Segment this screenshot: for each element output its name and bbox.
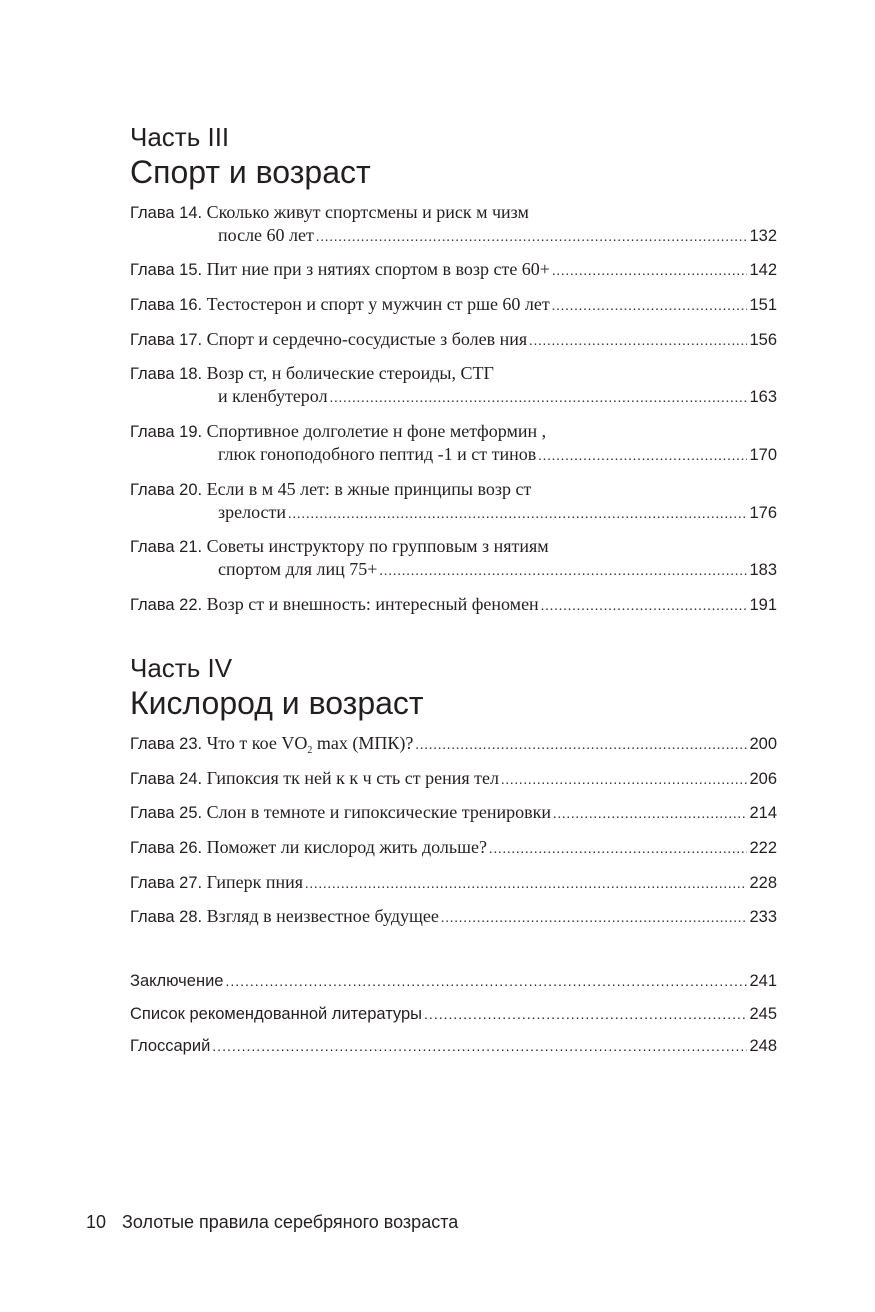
- running-footer: [86, 1210, 458, 1234]
- folio-page-number: 10: [86, 1212, 107, 1232]
- chapter-number: Глава 17.: [130, 331, 203, 349]
- chapter-title: Спорт и сердечно-сосудистые з болев ния: [206, 329, 528, 349]
- toc-entry-ch23[interactable]: [130, 732, 777, 755]
- entry-title: Заключение: [130, 972, 224, 990]
- dot-leader: [305, 873, 747, 896]
- part-4-title: Кислород и возраст: [130, 685, 424, 721]
- page-number: 183: [749, 561, 777, 579]
- toc-entry-literature[interactable]: [130, 1003, 777, 1026]
- dot-leader: [415, 734, 747, 757]
- dot-leader: [552, 260, 748, 283]
- chapter-title: Гипоксия тк ней к к ч сть ст рения тел: [206, 768, 499, 788]
- dot-leader: [489, 838, 748, 861]
- toc-entry-ch19[interactable]: [130, 420, 777, 466]
- toc-entry-ch21[interactable]: [130, 535, 777, 581]
- toc-entry-ch14[interactable]: [130, 201, 777, 247]
- page-number: 245: [749, 1005, 777, 1023]
- dot-leader: [330, 387, 748, 410]
- dot-leader: [538, 445, 747, 468]
- chapter-title: Гиперк пния: [206, 872, 303, 892]
- book-title: Золотые правила серебряного возраста: [122, 1212, 459, 1232]
- toc-entry-ch26[interactable]: [130, 836, 777, 859]
- toc-entry-conclusion[interactable]: [130, 970, 777, 993]
- part-4-label: Часть IV: [130, 653, 233, 683]
- dot-leader: [441, 907, 748, 930]
- chapter-title: Слон в темноте и гипоксические тренировки: [206, 802, 551, 822]
- chapter-number: Глава 16.: [130, 296, 203, 314]
- subscript: 2: [307, 745, 313, 756]
- dot-leader: [288, 503, 747, 526]
- chapter-number: Глава 20.: [130, 481, 203, 499]
- chapter-title-cont: зрелости: [218, 502, 287, 522]
- chapter-title: Спортивное долголетие н фоне метформин ,: [206, 421, 547, 441]
- dot-leader: [212, 1035, 747, 1058]
- page-number: 248: [749, 1037, 777, 1055]
- toc-entry-ch15[interactable]: [130, 258, 777, 281]
- chapter-title: Тестостерон и спорт у мужчин ст рше 60 лет: [206, 294, 550, 314]
- toc-entry-glossary[interactable]: [130, 1035, 777, 1058]
- chapter-number: Глава 27.: [130, 874, 203, 892]
- chapter-number: Глава 14.: [130, 204, 203, 222]
- chapter-number: Глава 25.: [130, 804, 203, 822]
- page-number: 241: [749, 972, 777, 990]
- toc-entry-ch28[interactable]: [130, 905, 777, 928]
- toc-entry-ch20[interactable]: [130, 478, 777, 524]
- page-number: 163: [749, 388, 777, 406]
- part-3-label: Часть III: [130, 122, 230, 152]
- chapter-number: Глава 15.: [130, 261, 203, 279]
- dot-leader: [316, 226, 748, 249]
- page-number: 222: [749, 839, 777, 857]
- chapter-title: Что т кое $VO_2$ max (МПК)?: [206, 733, 414, 756]
- chapter-title: Возр ст, н болические стероиды, СТГ: [206, 363, 494, 383]
- chapter-title-cont: после 60 лет: [218, 225, 314, 245]
- page-number: 176: [749, 504, 777, 522]
- chapter-title: Пит ние при з нятиях спортом в возр сте 60+: [206, 259, 550, 279]
- chapter-number: Глава 23.: [130, 735, 203, 753]
- dot-leader: [379, 560, 747, 583]
- chapter-number: Глава 24.: [130, 770, 203, 788]
- toc-entry-ch16[interactable]: [130, 293, 777, 316]
- dot-leader: [424, 1003, 747, 1026]
- page-number: 191: [749, 596, 777, 614]
- toc-entry-ch25[interactable]: [130, 801, 777, 824]
- page-number: 156: [749, 331, 777, 349]
- page-number: 233: [749, 908, 777, 926]
- page-number: 200: [749, 735, 777, 753]
- chapter-number: Глава 26.: [130, 839, 203, 857]
- toc-entry-ch24[interactable]: [130, 767, 777, 790]
- chapter-number: Глава 19.: [130, 423, 203, 441]
- chapter-number: Глава 28.: [130, 908, 203, 926]
- part-3-title: Спорт и возраст: [130, 154, 371, 190]
- page-number: 228: [749, 874, 777, 892]
- chapter-title: Советы инструктору по групповым з нятиям: [206, 536, 549, 556]
- dot-leader: [541, 595, 748, 618]
- chapter-number: Глава 18.: [130, 365, 203, 383]
- page-number: 142: [749, 261, 777, 279]
- page-number: 132: [749, 227, 777, 245]
- toc-entry-ch17[interactable]: [130, 328, 777, 351]
- entry-title: Глоссарий: [130, 1037, 211, 1055]
- toc-entry-ch27[interactable]: [130, 871, 777, 894]
- page-number: 170: [749, 446, 777, 464]
- chapter-title-cont: и кленбутерол: [218, 386, 328, 406]
- dot-leader: [501, 769, 747, 792]
- chapter-title: Взгляд в неизвестное будущее: [206, 906, 439, 926]
- page-number: 206: [749, 770, 777, 788]
- page-number: 151: [749, 296, 777, 314]
- chapter-title: Сколько живут спортсмены и риск м чизм: [206, 202, 529, 222]
- chapter-title: Поможет ли кислород жить дольше?: [206, 837, 487, 857]
- page-number: 214: [749, 804, 777, 822]
- dot-leader: [552, 295, 748, 318]
- dot-leader: [553, 803, 747, 826]
- chapter-number: Глава 22.: [130, 596, 203, 614]
- chapter-title-cont: глюк гоноподобного пептид -1 и ст тинов: [218, 444, 537, 464]
- dot-leader: [529, 330, 747, 353]
- chapter-number: Глава 21.: [130, 538, 203, 556]
- entry-title: Список рекомендованной литературы: [130, 1005, 423, 1023]
- dot-leader: [225, 970, 747, 993]
- chapter-title-cont: спортом для лиц 75+: [218, 559, 378, 579]
- chapter-title: Возр ст и внешность: интересный феномен: [206, 594, 539, 614]
- toc-entry-ch22[interactable]: [130, 593, 777, 616]
- toc-entry-ch18[interactable]: [130, 362, 777, 408]
- chapter-title: Если в м 45 лет: в жные принципы возр ст: [206, 479, 532, 499]
